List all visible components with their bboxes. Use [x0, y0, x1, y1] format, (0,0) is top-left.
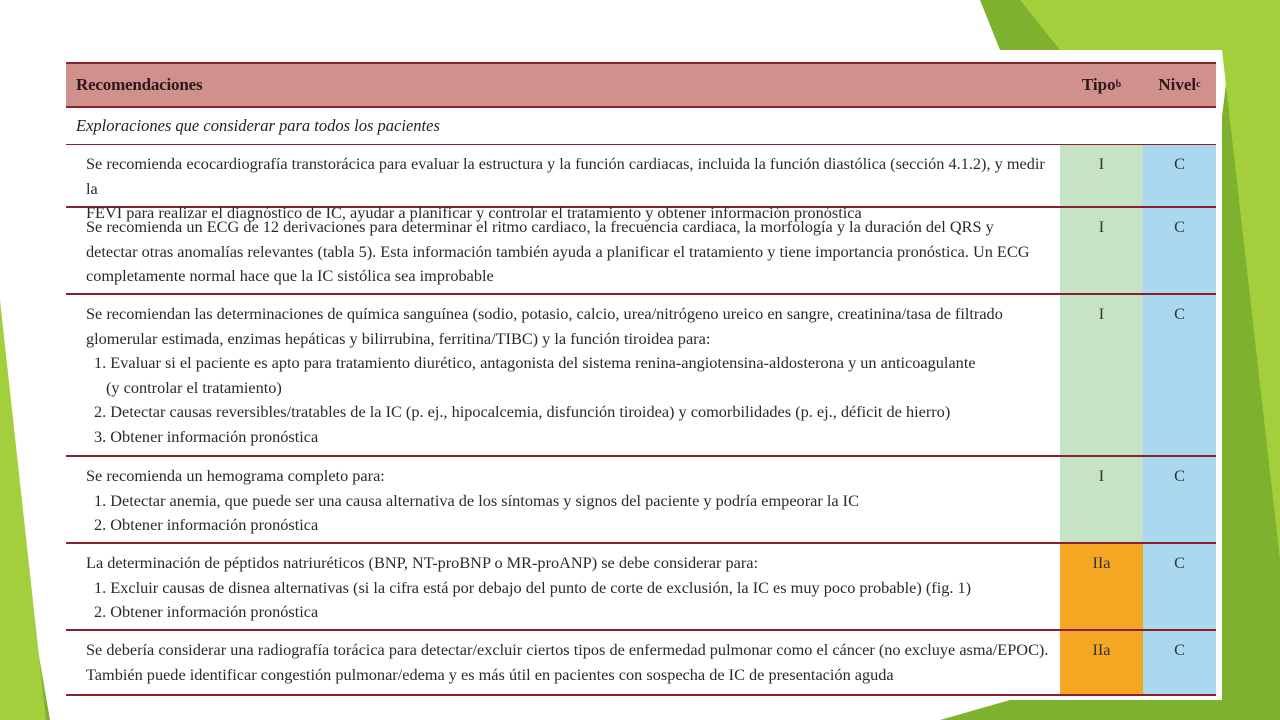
nivel-cell: C	[1143, 544, 1216, 629]
table-row	[66, 145, 1216, 222]
tipo-cell: I	[1060, 208, 1143, 293]
section-title: Exploraciones que considerar para todos los pacientes	[66, 108, 1216, 145]
table-row	[66, 295, 1216, 457]
green-accent-left-light	[0, 300, 46, 720]
tipo-cell: I	[1060, 145, 1143, 206]
tipo-cell: I	[1060, 457, 1143, 542]
tipo-cell: I	[1060, 295, 1143, 455]
recommendations-table-card	[62, 50, 1222, 700]
table-row	[66, 208, 1216, 295]
tipo-cell: IIa	[1060, 631, 1143, 694]
table-row	[66, 544, 1216, 631]
recommendation-text: Se debería considerar una radiografía torácica para detectar/excluir ciertos tipos de enfermedad pulmonar como el cáncer (no excluye asma/EPOC). También puede identificar congestión pulmonar/edema y es más útil en pacientes con sospecha de IC de presentación aguda	[86, 640, 1049, 684]
header-tipo: Tipo b	[1081, 75, 1122, 94]
tipo-cell: IIa	[1060, 544, 1143, 629]
table-header	[66, 62, 1216, 108]
recommendation-text: Se recomiendan las determinaciones de química sanguínea (sodio, potasio, calcio, urea/nitrógeno ureico en sangre, creatinina/tasa de filtrado glomerular estimada, enzimas hepáticas y bilirrubina, ferritina/TIBC) y la función tiroidea para: 1. Evaluar si el paciente es apto para tratamiento diurético, antagonista del sistema renina-angiotensina-aldosterona y un anticoagulante (y controlar el tratamiento) 2. Detectar causas reversibles/tratables de la IC (p. ej., hipocalcemia, disfunción tiroidea) y comorbilidades (p. ej., déficit de hierro) 3. Obtener información pronóstica	[86, 304, 1003, 446]
recommendations-table	[66, 62, 1216, 696]
nivel-cell: C	[1143, 145, 1216, 206]
recommendation-text: Se recomienda ecocardiografía transtorácica para evaluar la estructura y la función cardiacas, incluida la función diastólica (sección 4.1.2), y medir la FEVI para realizar el diagnóstico de IC, ayudar a planificar y controlar el tratamiento y obtener información pronóstica	[86, 154, 1045, 222]
nivel-cell: C	[1143, 457, 1216, 542]
header-recomendaciones: Recomendaciones	[76, 75, 203, 94]
recommendation-text: Se recomienda un hemograma completo para: 1. Detectar anemia, que puede ser una causa alternativa de los síntomas y signos del paciente y podría empeorar la IC 2. Obtener información pronóstica	[86, 466, 859, 534]
table-row	[66, 457, 1216, 544]
header-nivel: Nivel c	[1158, 75, 1201, 94]
nivel-cell: C	[1143, 208, 1216, 293]
nivel-cell: C	[1143, 295, 1216, 455]
nivel-cell: C	[1143, 631, 1216, 694]
recommendation-text: La determinación de péptidos natriuréticos (BNP, NT-proBNP o MR-proANP) se debe considerar para: 1. Excluir causas de disnea alternativas (si la cifra está por debajo del punto de corte de exclusión, la IC es muy poco probable) (fig. 1) 2. Obtener información pronóstica	[86, 553, 972, 621]
green-accent-bottom-right	[940, 700, 1280, 720]
recommendation-text: Se recomienda un ECG de 12 derivaciones para determinar el ritmo cardiaco, la frecuencia cardiaca, la morfología y la duración del QRS y detectar otras anomalías relevantes (tabla 5). Esta información también ayuda a planificar el tratamiento y tiene importancia pronóstica. Un ECG completamente normal hace que la IC sistólica sea improbable	[86, 217, 1030, 285]
table-row	[66, 631, 1216, 694]
